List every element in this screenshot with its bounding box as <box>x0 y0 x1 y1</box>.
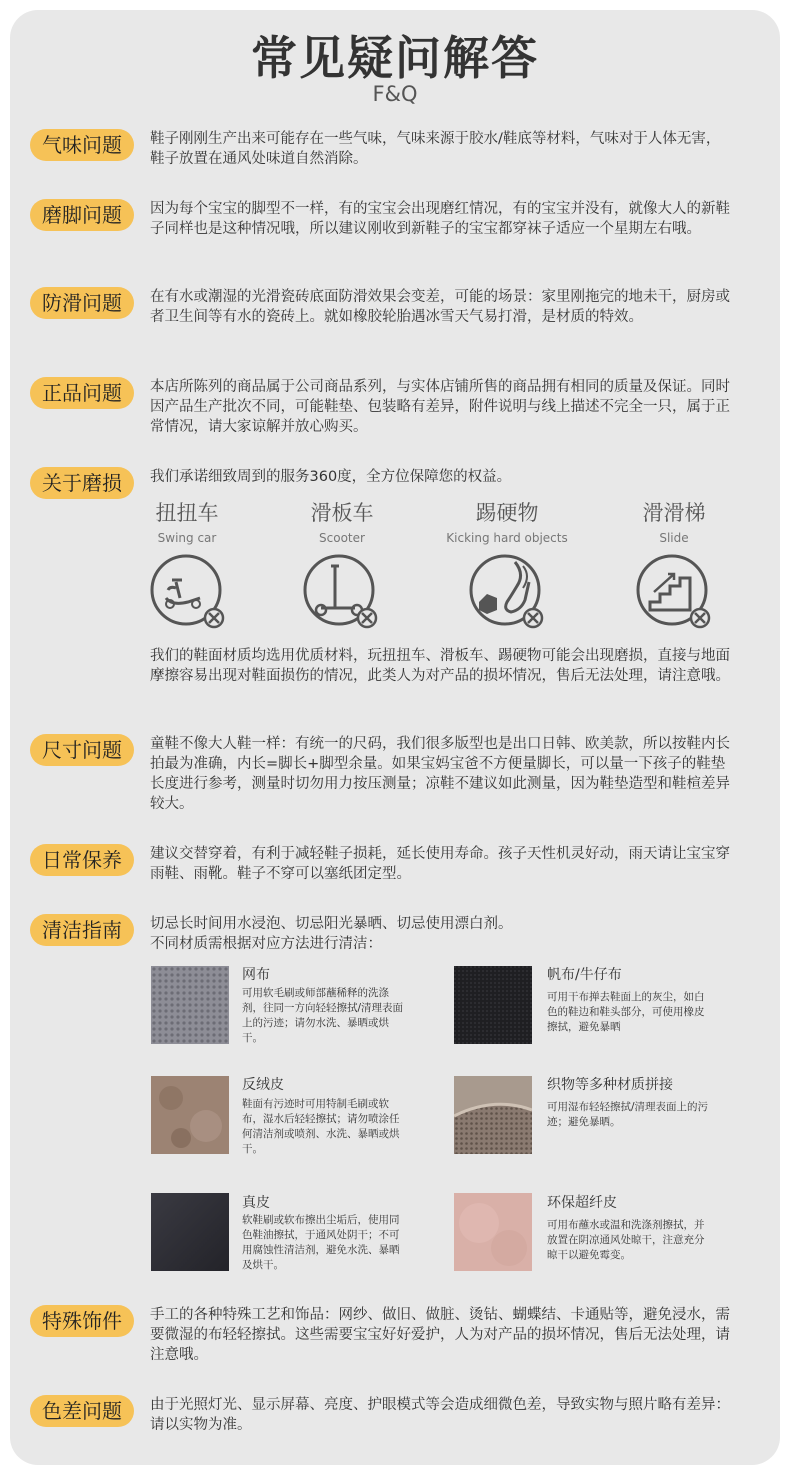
activity-zh: 滑板车 <box>310 501 374 525</box>
badge-wear: 关于磨损 <box>30 467 134 499</box>
material-desc: 可用布蘸水或温和洗涤剂擦拭，并放置在阴凉通风处晾干，注意充分晾干以避免霉变。 <box>547 1219 705 1261</box>
canvas-fabric-image <box>454 966 532 1044</box>
material-name: 反绒皮 <box>242 1077 284 1093</box>
slide-icon <box>634 552 714 632</box>
material-desc: 可用软毛刷或师部蘸稀释的洗涤剂，往同一方向轻轻擦拭/清理表面上的污迹；请勿水洗、暴晒或烘干。 <box>242 987 404 1044</box>
activity-en: Scooter <box>319 531 365 545</box>
badge-authentic: 正品问题 <box>30 377 134 409</box>
page-title: 常见疑问解答 <box>251 31 539 85</box>
badge-color: 色差问题 <box>30 1395 134 1427</box>
material-name: 网布 <box>242 967 270 983</box>
activity-slide <box>599 497 749 545</box>
kicking-icon <box>467 552 547 632</box>
badge-odor: 气味问题 <box>30 129 134 161</box>
text-color: 由于光照灯光、显示屏幕、亮度、护眼模式等会造成细微色差，导致实物与照片略有差异：请以实物为准。 <box>150 1397 730 1433</box>
scooter-icon <box>301 552 381 632</box>
material-desc: 可用干布掸去鞋面上的灰尘，如白色的鞋边和鞋头部分，可使用橡皮擦拭，避免暴晒 <box>547 991 705 1033</box>
activity-scooter <box>267 497 417 545</box>
text-cleaning-note: 不同材质需根据对应方法进行清洁： <box>150 936 382 952</box>
text-care: 建议交替穿着，有利于减轻鞋子损耗，延长使用寿命。孩子天性机灵好动，雨天请让宝宝穿雨鞋、雨靴。鞋子不穿可以塞纸团定型。 <box>150 846 730 882</box>
activity-en: Slide <box>659 531 689 545</box>
material-name: 帆布/牛仔布 <box>547 967 622 983</box>
activity-zh: 扭扭车 <box>155 501 219 525</box>
material-name: 织物等多种材质拼接 <box>547 1077 673 1093</box>
text-authentic: 本店所陈列的商品属于公司商品系列，与实体店铺所售的商品拥有相同的质量及保证。同时因产品生产批次不同，可能鞋垫、包装略有差异，附件说明与线上描述不完全一只，属于正常情况，请大家谅解并放心购买。 <box>150 379 730 435</box>
badge-size: 尺寸问题 <box>30 734 134 766</box>
activity-en: Kicking hard objects <box>446 531 568 545</box>
text-odor: 鞋子刚刚生产出来可能存在一些气味，气味来源于胶水/鞋底等材料，气味对于人体无害，鞋子放置在通风处味道自然消除。 <box>150 131 721 167</box>
badge-chafing: 磨脚问题 <box>30 199 134 231</box>
text-chafing: 因为每个宝宝的脚型不一样，有的宝宝会出现磨红情况，有的宝宝并没有，就像大人的新鞋子同样也是这种情况哦，所以建议刚收到新鞋子的宝宝都穿袜子适应一个星期左右哦。 <box>150 201 730 237</box>
activity-kicking <box>432 497 582 545</box>
page-subtitle: F&Q <box>372 82 418 106</box>
text-accessories: 手工的各种特殊工艺和饰品：网纱、做旧、做脏、烫钻、蝴蝶结、卡通贴等，避免浸水，需要微湿的布轻轻擦拭。这些需要宝宝好好爱护，人为对产品的损坏情况，售后无法处理，请注意哦。 <box>150 1307 730 1363</box>
material-desc: 可用湿布轻轻擦拭/清理表面上的污迹；避免暴晒。 <box>547 1101 709 1128</box>
leather-image <box>151 1193 229 1271</box>
badge-care: 日常保养 <box>30 844 134 876</box>
mesh-fabric-image <box>151 966 229 1044</box>
mixed-material-image <box>454 1076 532 1154</box>
text-cleaning: 切忌长时间用水浸泡、切忌阳光暴晒、切忌使用漂白剂。 <box>150 916 513 932</box>
text-wear: 我们承诺细致周到的服务360度，全方位保障您的权益。 <box>150 469 512 485</box>
badge-antislip: 防滑问题 <box>30 287 134 319</box>
material-desc: 鞋面有污迹时可用特制毛刷或软布，湿水后轻轻擦拭；请勿喷涂任何清洁剂或喷剂、水洗、暴晒或烘干。 <box>242 1098 400 1155</box>
activity-zh: 踢硬物 <box>475 501 539 525</box>
text-wear-detail: 我们的鞋面材质均选用优质材料，玩扭扭车、滑板车、踢硬物可能会出现磨损，直接与地面摩擦容易出现对鞋面损伤的情况，此类人为对产品的损坏情况，售后无法处理，请注意哦。 <box>150 648 730 684</box>
activity-en: Swing car <box>157 531 217 545</box>
badge-cleaning: 清洁指南 <box>30 914 134 946</box>
material-name: 环保超纤皮 <box>547 1195 617 1211</box>
text-antislip: 在有水或潮湿的光滑瓷砖底面防滑效果会变差，可能的场景：家里刚拖完的地未干，厨房或者卫生间等有水的瓷砖上。就如橡胶轮胎遇冰雪天气易打滑，是材质的特效。 <box>150 289 730 325</box>
microfiber-leather-image <box>454 1193 532 1271</box>
material-desc: 软鞋刷或软布擦出尘垢后，使用同色鞋油擦拭，于通风处阴干；不可用腐蚀性清洁剂，避免水洗、暴晒及烘干。 <box>242 1214 400 1271</box>
material-name: 真皮 <box>242 1195 270 1211</box>
swing-car-icon <box>148 552 228 632</box>
activity-swing-car <box>112 497 262 545</box>
suede-image <box>151 1076 229 1154</box>
badge-accessories: 特殊饰件 <box>30 1305 134 1337</box>
text-size: 童鞋不像大人鞋一样：有统一的尺码，我们很多版型也是出口日韩、欧美款，所以按鞋内长拍最为准确，内长=脚长+脚型余量。如果宝妈宝爸不方便量脚长，可以量一下孩子的鞋垫长度进行参考，测量时切勿用力按压测量；凉鞋不建议如此测量，因为鞋垫造型和鞋楦差异较大。 <box>150 736 730 812</box>
activity-zh: 滑滑梯 <box>642 501 706 525</box>
